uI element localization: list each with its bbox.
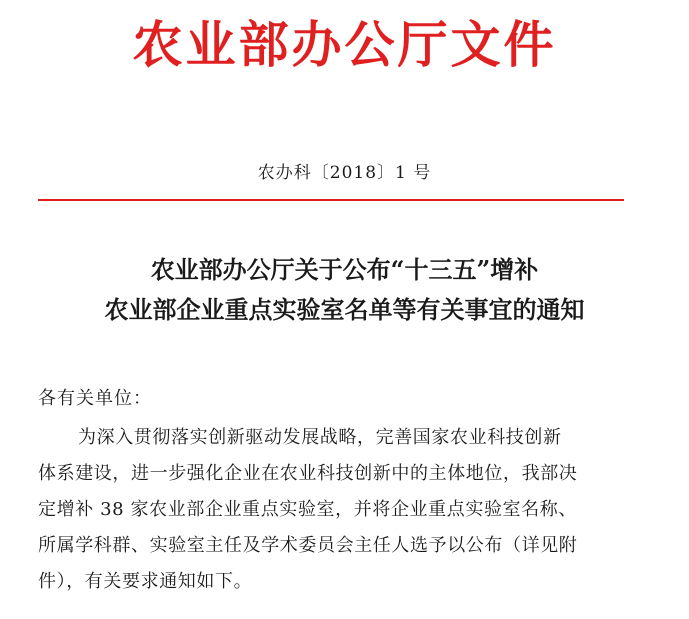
red-divider bbox=[38, 199, 624, 201]
body-line: 定增补 38 家农业部企业重点实验室，并将企业重点实验室名称、 bbox=[38, 499, 577, 520]
notice-title-line-2: 农业部企业重点实验室名单等有关事宜的通知 bbox=[104, 295, 585, 324]
body-paragraph bbox=[38, 420, 648, 600]
issuer-header: 农业部办公厅文件 bbox=[132, 16, 557, 74]
notice-title bbox=[0, 250, 689, 330]
body-line: 体系建设，进一步强化企业在农业科技创新中的主体地位，我部决 bbox=[38, 463, 578, 484]
notice-title-line-1: 农业部办公厅关于公布“十三五”增补 bbox=[150, 255, 539, 284]
salutation: 各有关单位： bbox=[38, 388, 152, 409]
body-line: 为深入贯彻落实创新驱动发展战略，完善国家农业科技创新 bbox=[78, 427, 562, 448]
body-line: 件），有关要求通知如下。 bbox=[38, 571, 253, 592]
document-number: 农办科〔2018〕1 号 bbox=[257, 163, 432, 183]
body-line: 所属学科群、实验室主任及学术委员会主任人选予以公布（详见附 bbox=[38, 535, 578, 556]
